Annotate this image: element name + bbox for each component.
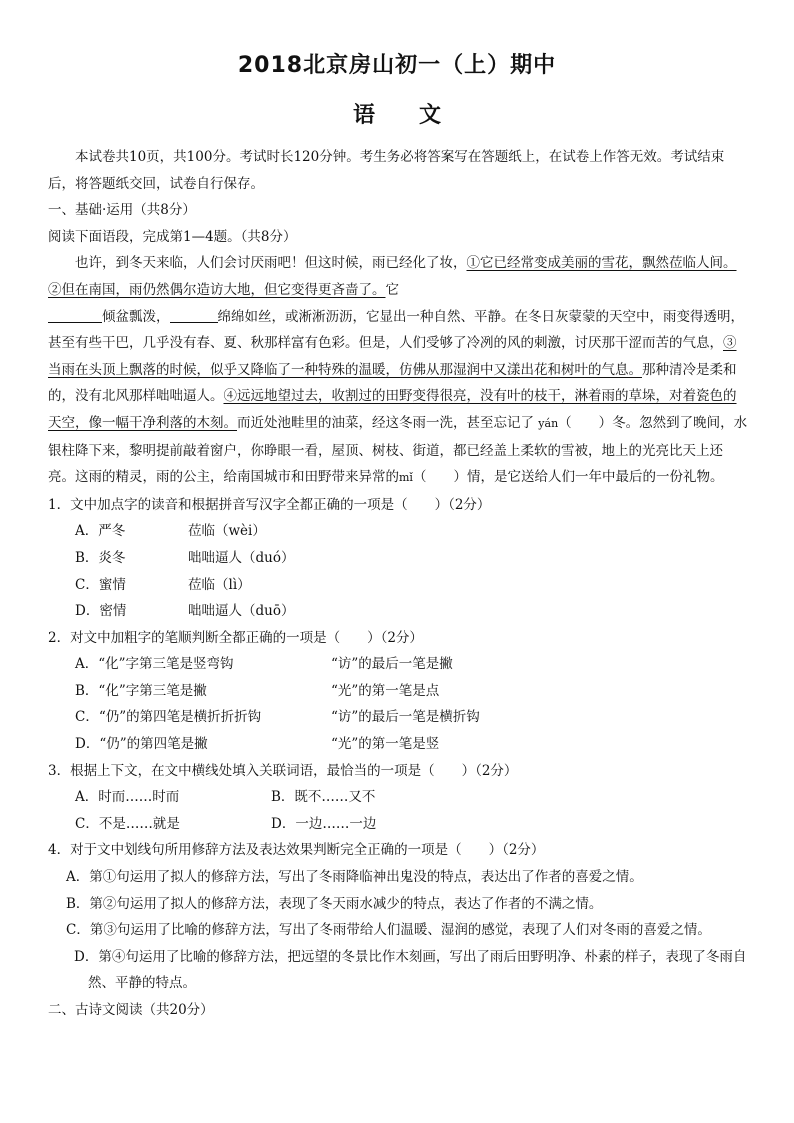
underlined-sentence-4: ④远远地望过去，收割过的田野变得很亮，没有叶的枝干，淋着雨的草垛，对着瓷色的天空，像一幅干净利落的木刻。 bbox=[48, 388, 737, 431]
question-2-option-d: D．“仍”的第四笔是撇 “光”的第一笔是竖 bbox=[75, 736, 440, 753]
pinyin-yan: yán bbox=[538, 416, 559, 430]
underlined-sentence-1-2: ①它已经常变成美丽的雪花，飘然莅临人间。②但在南国，雨仍然偶尔造访大地，但它变得更吝啬了。 bbox=[48, 255, 737, 298]
passage-text: 倾盆瓢泼， bbox=[102, 308, 170, 325]
section1-heading: 一、基础·运用（共8分） bbox=[48, 202, 196, 219]
passage-text: 绵绵如丝，或淅淅沥沥，它显出一种自然、平静。在冬日灰蒙蒙的天空中，雨变得透明，甚至有些干巴，几乎没有春、夏、秋那样富有色彩。但是，人们受够了冷冽的风的刺激，讨厌那干涩而苦的气息， bbox=[48, 308, 744, 352]
question-4-option-b: B．第②句运用了拟人的修辞方法，表现了冬天雨水减少的特点，表达了作者的不满之情。 bbox=[66, 895, 603, 912]
instructions: 本试卷共10页，共100分。考试时长120分钟。考生务必将答案写在答题纸上，在试卷上作答无效。考试结束后，将答题纸交回，试卷自行保存。 bbox=[48, 149, 725, 192]
question-2-stem: 2．对文中加粗字的笔顺判断全都正确的一项是（ ）（2分） bbox=[48, 629, 423, 646]
section1-subheading: 阅读下面语段，完成第1—4题。（共8分） bbox=[48, 228, 297, 245]
subject-char-1: 语 bbox=[352, 103, 375, 128]
subject-title bbox=[0, 98, 794, 129]
passage-text: 也许，到冬天来临，人们会讨厌雨吧！但这时候，雨已经化了妆， bbox=[75, 255, 467, 272]
pinyin-mi: mǐ bbox=[399, 471, 413, 485]
question-4-option-d: D．第④句运用了比喻的修辞方法，把远望的冬景比作木刻画，写出了雨后田野明净、朴素的样子，表现了冬雨自然、平静的特点。 bbox=[74, 948, 747, 992]
passage-paragraph-1 bbox=[48, 250, 748, 303]
underlined-sentence-3: ③当雨在头顶上飘落的时候，似乎又降临了一种特殊的温暖，仿佛从那湿润中又漾出花和树叶的气息。 bbox=[48, 335, 737, 378]
question-2-option-a: A．“化”字第三笔是竖弯钩 “访”的最后一笔是撇 bbox=[75, 656, 453, 673]
question-3-options-row-1: A．时而……时而 B．既不……又不 bbox=[75, 789, 376, 806]
subject-char-2: 文 bbox=[419, 103, 442, 128]
exam-title: 2018北京房山初一（上）期中 bbox=[237, 53, 557, 78]
passage-text: （ ）冬。忽然到了晚间，水银柱降下来，黎明提前敲着窗户，你睁眼一看，屋顶、树枝、街道，都已经盖上柔软的雪被，地上的光亮比天上还亮。这雨的精灵，雨的公主，给南国城市和田野带来异常的 bbox=[48, 414, 748, 486]
question-1-option-b: B．炎冬 咄咄逼人（duó） bbox=[75, 549, 295, 566]
question-2-option-c: C．“仍”的第四笔是横折折折钩 “访”的最后一笔是横折钩 bbox=[75, 709, 480, 726]
question-3-options-row-2: C．不是……就是 D．一边……一边 bbox=[75, 815, 377, 832]
question-4-option-a: A．第①句运用了拟人的修辞方法，写出了冬雨降临神出鬼没的特点，表达出了作者的喜爱之情。 bbox=[66, 869, 643, 886]
fill-blank-1 bbox=[48, 308, 102, 323]
exam-body bbox=[48, 144, 748, 1024]
question-4-option-c: C．第③句运用了比喻的修辞方法，写出了冬雨带给人们温暖、湿润的感觉，表现了人们对冬雨的喜爱之情。 bbox=[66, 922, 711, 939]
passage-paragraph-2 bbox=[48, 304, 748, 492]
passage-text: （ ）情，是它送给人们一年中最后的一份礼物。 bbox=[412, 469, 724, 486]
question-1-option-c: C．蜜情 莅临（lì） bbox=[75, 576, 251, 593]
passage-text: 那种清冷是柔和的，没有北风那样咄咄逼人。 bbox=[48, 361, 737, 405]
question-2-option-b: B．“化”字第三笔是撇 “光”的第一笔是点 bbox=[75, 682, 440, 699]
question-4-stem: 4．对于文中划线句所用修辞方法及表达效果判断完全正确的一项是（ ）（2分） bbox=[48, 842, 545, 859]
passage-text: 而近处池畦里的油菜，经这冬雨一洗，甚至忘记了 bbox=[237, 414, 534, 431]
question-1-option-a: A．严冬 莅临（wèi） bbox=[75, 523, 266, 540]
fill-blank-2 bbox=[170, 308, 218, 323]
question-1-option-d: D．密情 咄咄逼人（duō） bbox=[75, 603, 295, 620]
question-3-stem: 3．根据上下文，在文中横线处填入关联词语，最恰当的一项是（ ）（2分） bbox=[48, 762, 518, 779]
passage-text: 它 bbox=[385, 281, 399, 298]
question-1-stem: 1．文中加点字的读音和根据拼音写汉字全都正确的一项是（ ）（2分） bbox=[48, 496, 491, 513]
section2-heading: 二、古诗文阅读（共20分） bbox=[48, 1002, 214, 1018]
